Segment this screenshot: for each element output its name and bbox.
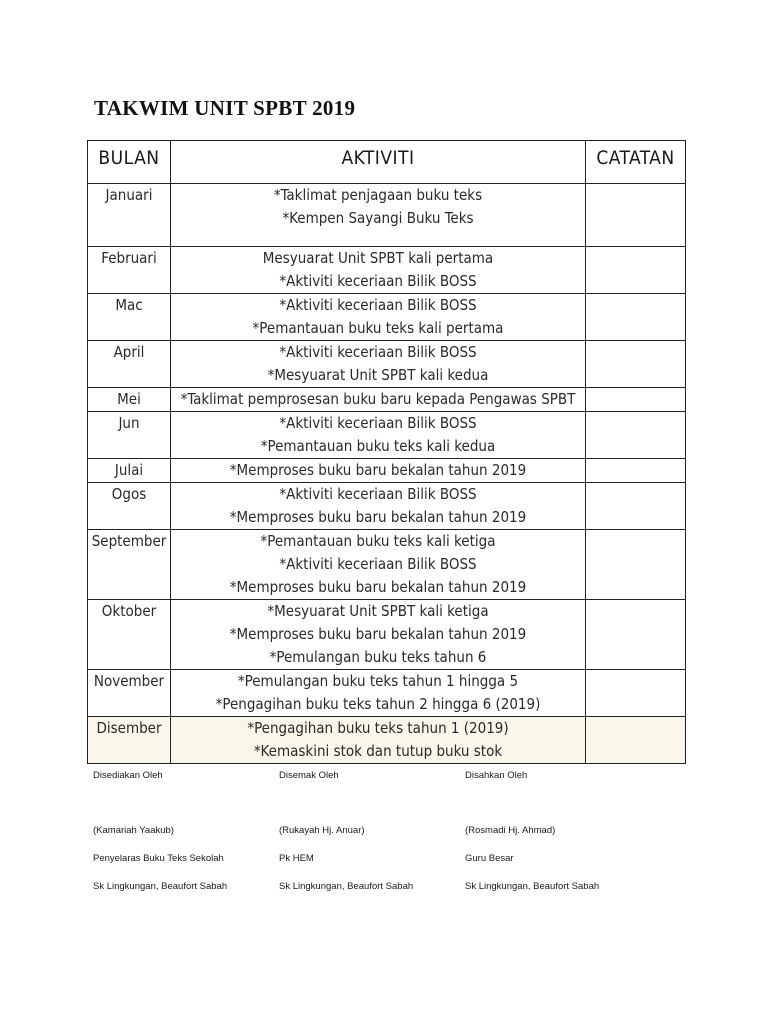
table-row (88, 600, 686, 670)
table-row (88, 341, 686, 388)
activity-line: *Taklimat pemprosesan buku baru kepada Pengawas SPBT (180, 390, 576, 408)
table-row (88, 184, 686, 247)
activity-line: *Memproses buku baru bekalan tahun 2019 (229, 625, 527, 643)
prepared-by-label: Disediakan Oleh (93, 770, 163, 781)
month-cell: April (88, 341, 171, 388)
table-row (88, 483, 686, 530)
prepared-by-school: Sk Lingkungan, Beaufort Sabah (93, 881, 228, 892)
approved-by-position: Guru Besar (465, 853, 514, 864)
activity-line: *Pemulangan buku teks tahun 6 (269, 648, 487, 666)
note-cell (586, 600, 686, 670)
activity-cell (171, 530, 586, 600)
table-row (88, 459, 686, 483)
approved-by-name: (Rosmadi Hj. Ahmad) (465, 825, 556, 836)
table-row (88, 670, 686, 717)
activity-line: *Aktiviti keceriaan Bilik BOSS (279, 414, 477, 432)
header-aktiviti: AKTIVITI (171, 141, 586, 184)
table-row (88, 412, 686, 459)
approved-by-label: Disahkan Oleh (465, 770, 528, 781)
checked-by-school: Sk Lingkungan, Beaufort Sabah (279, 881, 414, 892)
prepared-by-name: (Kamariah Yaakub) (93, 825, 174, 836)
note-cell (586, 530, 686, 600)
table-row (88, 530, 686, 600)
table-header-row (88, 141, 686, 184)
takwim-table (87, 140, 686, 764)
month-cell: Februari (88, 247, 171, 294)
activity-line: *Pemantauan buku teks kali kedua (260, 437, 496, 455)
header-bulan: BULAN (88, 141, 171, 184)
table-row (88, 717, 686, 764)
activity-line: *Aktiviti keceriaan Bilik BOSS (279, 296, 477, 314)
activity-line: *Kemaskini stok dan tutup buku stok (253, 742, 503, 760)
activity-line: *Memproses buku baru bekalan tahun 2019 (229, 578, 527, 596)
month-cell: Januari (88, 184, 171, 247)
month-cell: Disember (88, 717, 171, 764)
month-cell: Julai (88, 459, 171, 483)
activity-line: *Pemantauan buku teks kali ketiga (260, 532, 496, 550)
month-cell: Mei (88, 388, 171, 412)
table-row (88, 388, 686, 412)
table-row (88, 294, 686, 341)
checked-by-name: (Rukayah Hj. Anuar) (279, 825, 365, 836)
activity-cell (171, 483, 586, 530)
month-cell: Ogos (88, 483, 171, 530)
note-cell (586, 294, 686, 341)
approved-by-school: Sk Lingkungan, Beaufort Sabah (465, 881, 600, 892)
note-cell (586, 717, 686, 764)
activity-cell (171, 341, 586, 388)
activity-line: *Mesyuarat Unit SPBT kali kedua (267, 366, 489, 384)
note-cell (586, 184, 686, 247)
activity-line: *Pengagihan buku teks tahun 1 (2019) (247, 719, 509, 737)
note-cell (586, 670, 686, 717)
activity-cell (171, 412, 586, 459)
activity-cell (171, 670, 586, 717)
note-cell (586, 341, 686, 388)
activity-line: *Memproses buku baru bekalan tahun 2019 (229, 508, 527, 526)
activity-cell (171, 294, 586, 341)
document-title: TAKWIM UNIT SPBT 2019 (94, 96, 356, 120)
month-cell: September (88, 530, 171, 600)
activity-line: *Aktiviti keceriaan Bilik BOSS (279, 555, 477, 573)
activity-cell (171, 247, 586, 294)
activity-cell (171, 600, 586, 670)
note-cell (586, 459, 686, 483)
activity-line: *Aktiviti keceriaan Bilik BOSS (279, 343, 477, 361)
activity-line: *Pemantauan buku teks kali pertama (252, 319, 504, 337)
month-cell: Oktober (88, 600, 171, 670)
activity-cell (171, 388, 586, 412)
note-cell (586, 412, 686, 459)
activity-cell (171, 717, 586, 764)
note-cell (586, 388, 686, 412)
activity-cell (171, 184, 586, 247)
checked-by-label: Disemak Oleh (279, 770, 339, 781)
month-cell: Jun (88, 412, 171, 459)
activity-line: *Aktiviti keceriaan Bilik BOSS (279, 272, 477, 290)
month-cell: Mac (88, 294, 171, 341)
prepared-by-position: Penyelaras Buku Teks Sekolah (93, 853, 224, 864)
checked-by-position: Pk HEM (279, 853, 314, 864)
activity-cell (171, 459, 586, 483)
activity-line: *Kempen Sayangi Buku Teks (282, 209, 474, 227)
month-cell: November (88, 670, 171, 717)
note-cell (586, 483, 686, 530)
activity-line: *Pemulangan buku teks tahun 1 hingga 5 (237, 672, 519, 690)
note-cell (586, 247, 686, 294)
activity-line: *Taklimat penjagaan buku teks (273, 186, 483, 204)
activity-line: *Aktiviti keceriaan Bilik BOSS (279, 485, 477, 503)
table-row (88, 247, 686, 294)
header-catatan: CATATAN (586, 141, 686, 184)
activity-line: *Memproses buku baru bekalan tahun 2019 (229, 461, 527, 479)
activity-line: *Mesyuarat Unit SPBT kali ketiga (267, 602, 489, 620)
activity-line: *Pengagihan buku teks tahun 2 hingga 6 (2019) (215, 695, 541, 713)
activity-line: Mesyuarat Unit SPBT kali pertama (262, 249, 494, 267)
